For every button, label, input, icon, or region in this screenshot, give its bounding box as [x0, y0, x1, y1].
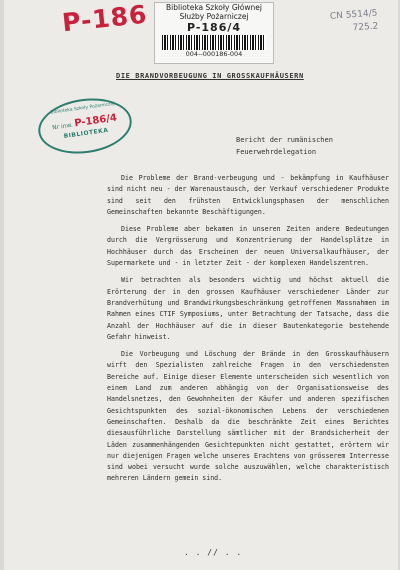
handwritten-signature: P-186 [60, 0, 149, 38]
barcode-number: 004--000186-004 [185, 50, 243, 58]
seal-ring-text: Biblioteka Szkoły Pożarniczej [50, 101, 115, 116]
seal-inventory-label: Nr inw. [51, 121, 74, 132]
report-by-line2: Feuerwehrdelegation [236, 148, 317, 156]
document-title: DIE BRANDVORBEUGUNG IN GROSSKAUFHÄUSERN [116, 72, 304, 80]
paragraph-1: Die Probleme der Brand-verbeugung und - bekämpfung in Kaufhäuser sind nicht neu - der Warenaustausch, der Verkauf verschiedener Produkte sind seit den frühsten Entwicklungsphasen der menschlichen Gemeinschaften bekannte Beschäftigungen. [107, 174, 389, 216]
paragraph-3: Wir betrachten als besonders wichtig und höchst aktuell die Erörterung der in den grossen Kaufhäuser verschiedener Länder zur Brandverhütung und Brandwirkungsbeschränkung getroffenen Massnahmen im Rahmen eines CTIF Symposiums, unter Betrachtung der Tatsache, dass die Anzahl der Hochhäuser auf die in dieser Bautenkategorie bestehende Gefahr hinweist. [107, 276, 389, 341]
page-continuation-marker: . . // . . [184, 548, 243, 557]
corner-note-line2: 725.2 [352, 21, 379, 34]
library-name-line1: Biblioteka Szkoły Głównej [166, 3, 262, 12]
body-text [107, 173, 389, 491]
seal-inventory-number: P-186/4 [73, 112, 118, 130]
corner-note-line1: CN 5514/5 [329, 8, 378, 22]
library-label [154, 2, 274, 64]
document-page [4, 0, 398, 570]
seal-bottom-text: BIBLIOTEKA [63, 126, 109, 141]
library-name-line2: Służby Pożarniczej [179, 12, 249, 21]
report-by-line1: Bericht der rumänischen [236, 136, 333, 144]
paragraph-2: Diese Probleme aber bekamen in unseren Zeiten andere Bedeutungen durch die Vergrösserung und Konzentrierung der Handelsplätze in Hochhäuser durch das Erscheinen der neuen Universalkaufhäuser, der Supermarkete und - in letzter Zeit - der komplexen Handelszentren. [107, 225, 389, 268]
paragraph-4: Die Vorbeugung und Löschung der Brände in den Grosskaufhäusern wirft den Spezialisten zahlreiche Fragen in den verschiedensten Bereiche auf. Einige dieser Elemente unterscheiden sich wesentlich von einem Land zum anderen abhängig von der Organisationsweise des Handelsnetzes, den Gewohnheiten der Käufer und anderen spezifischen Gesichtspunkten des sozial-ökonomischen Lebens der verschiedenen Gemeinschaften. Deshalb da die beschränkte Zeit eines Berichtes diesausführliche Darstellung sämtlicher mit der Brandsicherheit der Läden zusammenhängenden Gesichtepunkten nicht gestattet, erörtern wir nur diejenigen Fragen welche unseres Erachtens von grösserem Interresse sind wobei versucht wurde solche auszuwählen, welche charakteristisch mehreren Ländern gemein sind. [107, 350, 389, 483]
corner-note [305, 8, 379, 39]
report-by [236, 134, 396, 158]
library-seal [35, 93, 136, 160]
barcode [162, 35, 266, 50]
library-signature: P-186/4 [186, 21, 242, 34]
